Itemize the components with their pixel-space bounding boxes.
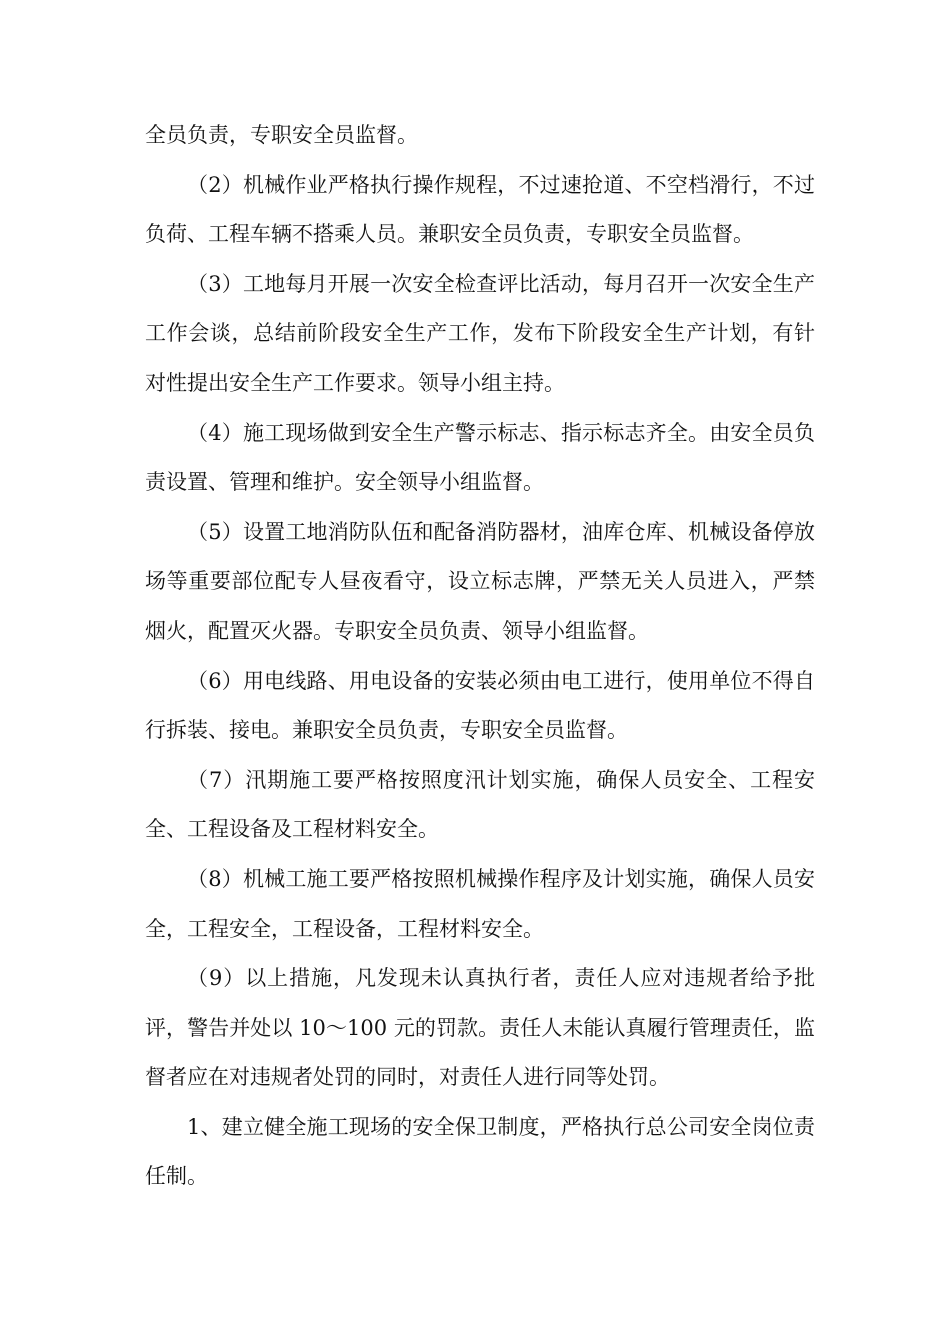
paragraph-item-2: （2）机械作业严格执行操作规程，不过速抢道、不空档滑行，不过负荷、工程车辆不搭乘人员。兼职安全员负责，专职安全员监督。 [145,172,815,247]
paragraph-item-3: （3）工地每月开展一次安全检查评比活动，每月召开一次安全生产工作会谈，总结前阶段安全生产工作，发布下阶段安全生产计划，有针对性提出安全生产工作要求。领导小组主持。 [145,271,815,395]
paragraph-section-1: 1、建立健全施工现场的安全保卫制度，严格执行总公司安全岗位责任制。 [145,1114,815,1189]
paragraph-continuation: 全员负责，专职安全员监督。 [145,123,418,147]
paragraph-item-9: （9）以上措施，凡发现未认真执行者，责任人应对违规者给予批评，警告并处以 10～100 元的罚款。责任人未能认真履行管理责任，监督者应在对违规者处罚的同时，对责任人进行同等处罚。 [145,966,815,1090]
paragraph-item-5: （5）设置工地消防队伍和配备消防器材，油库仓库、机械设备停放场等重要部位配专人昼夜看守，设立标志牌，严禁无关人员进入，严禁烟火，配置灭火器。专职安全员负责、领导小组监督。 [145,519,815,643]
paragraph-item-7: （7）汛期施工要严格按照度汛计划实施，确保人员安全、工程安全、工程设备及工程材料安全。 [145,767,815,842]
paragraph-item-6: （6）用电线路、用电设备的安装必须由电工进行，使用单位不得自行拆装、接电。兼职安全员负责，专职安全员监督。 [145,668,815,743]
paragraph-item-8: （8）机械工施工要严格按照机械操作程序及计划实施，确保人员安全，工程安全，工程设备，工程材料安全。 [145,866,815,941]
body-text [145,111,815,1202]
paragraph-item-4: （4）施工现场做到安全生产警示标志、指示标志齐全。由安全员负责设置、管理和维护。安全领导小组监督。 [145,420,815,495]
